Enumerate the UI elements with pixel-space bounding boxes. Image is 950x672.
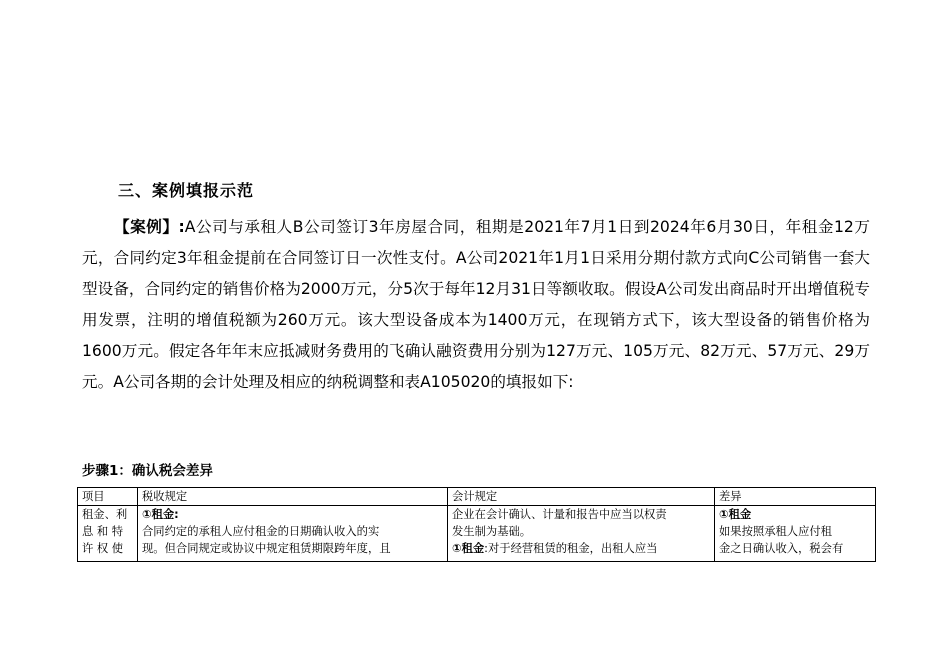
difference-line: 金之日确认收入，税会有 bbox=[719, 542, 844, 555]
accounting-rent-text: :对于经营租赁的租金，出租人应当 bbox=[484, 542, 658, 555]
tax-rule-line: 合同约定的承租人应付租金的日期确认收入的实 bbox=[142, 525, 380, 538]
tax-accounting-comparison-table bbox=[77, 487, 876, 562]
difference-line: ①租金 bbox=[719, 508, 752, 521]
header-item: 项目 bbox=[78, 488, 138, 506]
case-paragraph bbox=[82, 212, 870, 398]
header-accounting-rule: 会计规定 bbox=[448, 488, 715, 506]
accounting-rule-line: 企业在会计确认、计量和报告中应当以权责 bbox=[452, 508, 667, 521]
tax-rule-line: 现。但合同规定或协议中规定租赁期限跨年度，且 bbox=[142, 542, 391, 555]
step-heading: 步骤1：确认税会差异 bbox=[82, 463, 213, 479]
section-heading: 三、案例填报示范 bbox=[118, 181, 255, 200]
header-difference: 差异 bbox=[715, 488, 876, 506]
item-line: 租金、利 bbox=[82, 508, 128, 521]
difference-line: 如果按照承租人应付租 bbox=[719, 525, 832, 538]
case-body: A公司与承租人B公司签订3年房屋合同，租期是2021年7月1日到2024年6月30日，年租金12万元，合同约定3年租金提前在合同签订日一次性支付。A公司2021年1月1日采用分期付款方式向C公司销售一套大型设备，合同约定的销售价格为2000万元，分5次于每年12月31日等额收取。假设A公司发出商品时开出增值税专用发票，注明的增值税额为260万元。该大型设备成本为1400万元，在现销方式下，该大型设备的销售价格为1600万元。假定各年年末应抵减财务费用的飞确认融资费用分别为127万元、105万元、82万元、57万元、29万元。A公司各期的会计处理及相应的纳税调整和表A105020的填报如下: bbox=[82, 218, 870, 391]
accounting-rent-label: ①租金 bbox=[452, 542, 485, 555]
case-label: 【案例】: bbox=[114, 218, 185, 236]
accounting-rule-cell bbox=[448, 506, 715, 562]
tax-rule-line: ①租金: bbox=[142, 508, 179, 521]
table-row bbox=[78, 506, 876, 562]
accounting-rule-line: 发生制为基础。 bbox=[452, 525, 532, 538]
table-header-row bbox=[78, 488, 876, 506]
item-cell bbox=[78, 506, 138, 562]
header-tax-rule: 税收规定 bbox=[138, 488, 448, 506]
item-line: 息 和 特 bbox=[82, 525, 124, 538]
item-line: 许 权 使 bbox=[82, 542, 124, 555]
difference-cell bbox=[715, 506, 876, 562]
accounting-rule-line bbox=[452, 540, 710, 557]
tax-rule-cell bbox=[138, 506, 448, 562]
